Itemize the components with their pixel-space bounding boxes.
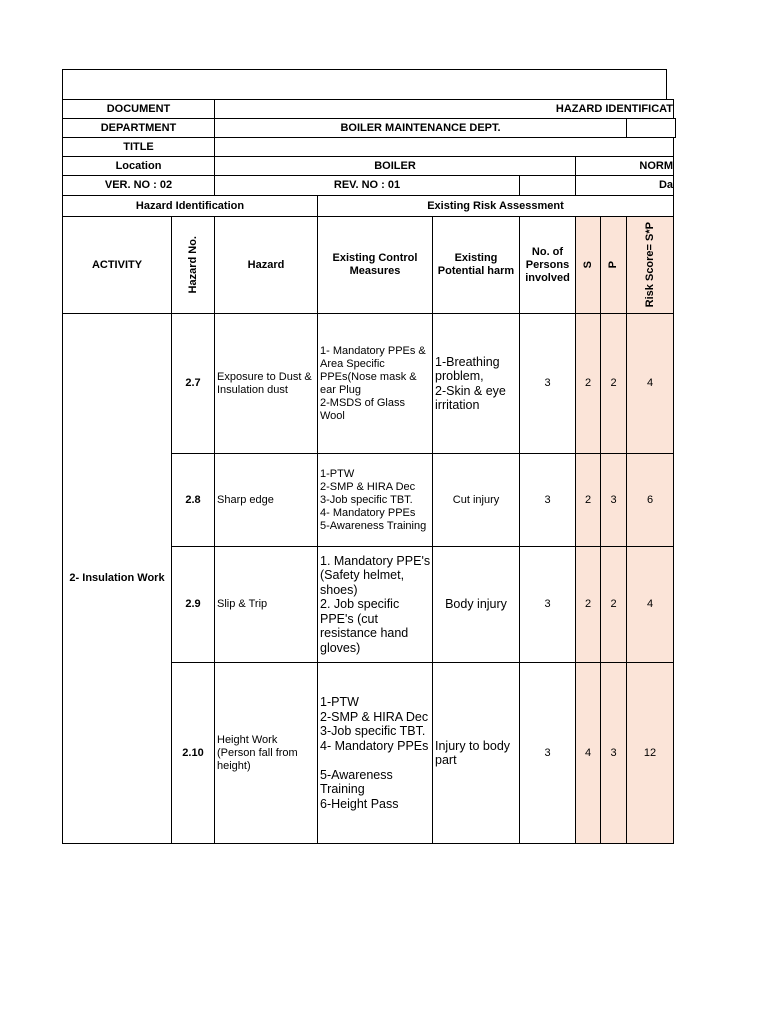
control-cell: 1- Mandatory PPEs & Area Specific PPEs(Nose mask & ear Plug 2-MSDS of Glass Wool — [317, 313, 433, 454]
col-p — [600, 216, 627, 314]
document-value-text: HAZARD IDENTIFICAT — [555, 102, 673, 115]
date-text: Da — [658, 179, 673, 191]
s-cell: 4 — [575, 662, 601, 844]
col-hazard: Hazard — [214, 216, 318, 314]
existing-risk-assessment-header: Existing Risk Assessment — [317, 195, 674, 217]
risk-cell: 4 — [626, 546, 674, 663]
risk-cell: 6 — [626, 453, 674, 547]
activity-cell: 2- Insulation Work — [62, 313, 172, 844]
rev-blank — [519, 175, 576, 196]
col-control: Existing Control Measures — [317, 216, 433, 314]
harm-cell: Cut injury — [432, 453, 520, 547]
hazard-identification-header: Hazard Identification — [62, 195, 318, 217]
col-risk — [626, 216, 674, 314]
department-value: BOILER MAINTENANCE DEPT. — [214, 118, 627, 138]
col-hazard-no-text: Hazard No. — [186, 236, 199, 294]
document-label: DOCUMENT — [62, 99, 215, 119]
col-p-text: P — [607, 261, 619, 269]
harm-cell: 1-Breathing problem, 2-Skin & eye irritation — [432, 313, 520, 454]
hazard-no-cell: 2.7 — [171, 313, 215, 454]
p-cell: 3 — [600, 662, 627, 844]
hazard-cell: Exposure to Dust & Insulation dust — [214, 313, 318, 454]
department-label: DEPARTMENT — [62, 118, 215, 138]
date-cell — [575, 175, 674, 196]
location-extra — [575, 156, 674, 176]
col-hazard-no — [171, 216, 215, 314]
control-cell: 1-PTW 2-SMP & HIRA Dec 3-Job specific TBT. 4- Mandatory PPEs 5-Awareness Training — [317, 453, 433, 547]
harm-cell: Injury to body part — [432, 662, 520, 844]
risk-cell: 4 — [626, 313, 674, 454]
ver-no: VER. NO : 02 — [62, 175, 215, 196]
p-cell: 2 — [600, 546, 627, 663]
col-risk-text: Risk Score= S*P — [643, 222, 656, 308]
title-label: TITLE — [62, 137, 215, 157]
harm-cell: Body injury — [432, 546, 520, 663]
persons-cell: 3 — [519, 662, 576, 844]
persons-cell: 3 — [519, 313, 576, 454]
col-persons: No. of Persons involved — [519, 216, 576, 314]
department-extra — [626, 118, 676, 138]
hazard-no-cell: 2.10 — [171, 662, 215, 844]
s-cell: 2 — [575, 313, 601, 454]
risk-cell: 12 — [626, 662, 674, 844]
persons-cell: 3 — [519, 546, 576, 663]
hazard-no-cell: 2.9 — [171, 546, 215, 663]
hazard-cell: Sharp edge — [214, 453, 318, 547]
p-cell: 2 — [600, 313, 627, 454]
persons-cell: 3 — [519, 453, 576, 547]
col-harm: Existing Potential harm — [432, 216, 520, 314]
col-s — [575, 216, 601, 314]
location-value: BOILER — [214, 156, 576, 176]
hazard-no-cell: 2.8 — [171, 453, 215, 547]
col-s-text: S — [581, 261, 594, 269]
document-value — [214, 99, 674, 119]
rev-no: REV. NO : 01 — [214, 175, 520, 196]
title-value — [214, 137, 674, 157]
hazard-cell: Slip & Trip — [214, 546, 318, 663]
location-extra-text: NORM — [639, 159, 673, 172]
hira-sheet — [62, 69, 673, 844]
p-cell: 3 — [600, 453, 627, 547]
control-cell: 1-PTW 2-SMP & HIRA Dec 3-Job specific TBT. 4- Mandatory PPEs 5-Awareness Training 6-Height Pass — [317, 662, 433, 844]
col-activity: ACTIVITY — [62, 216, 172, 314]
s-cell: 2 — [575, 546, 601, 663]
s-cell: 2 — [575, 453, 601, 547]
hazard-cell: Height Work (Person fall from height) — [214, 662, 318, 844]
top-banner — [62, 69, 667, 100]
control-cell: 1. Mandatory PPE's (Safety helmet, shoes) 2. Job specific PPE's (cut resistance hand gloves) — [317, 546, 433, 663]
location-label: Location — [62, 156, 215, 176]
